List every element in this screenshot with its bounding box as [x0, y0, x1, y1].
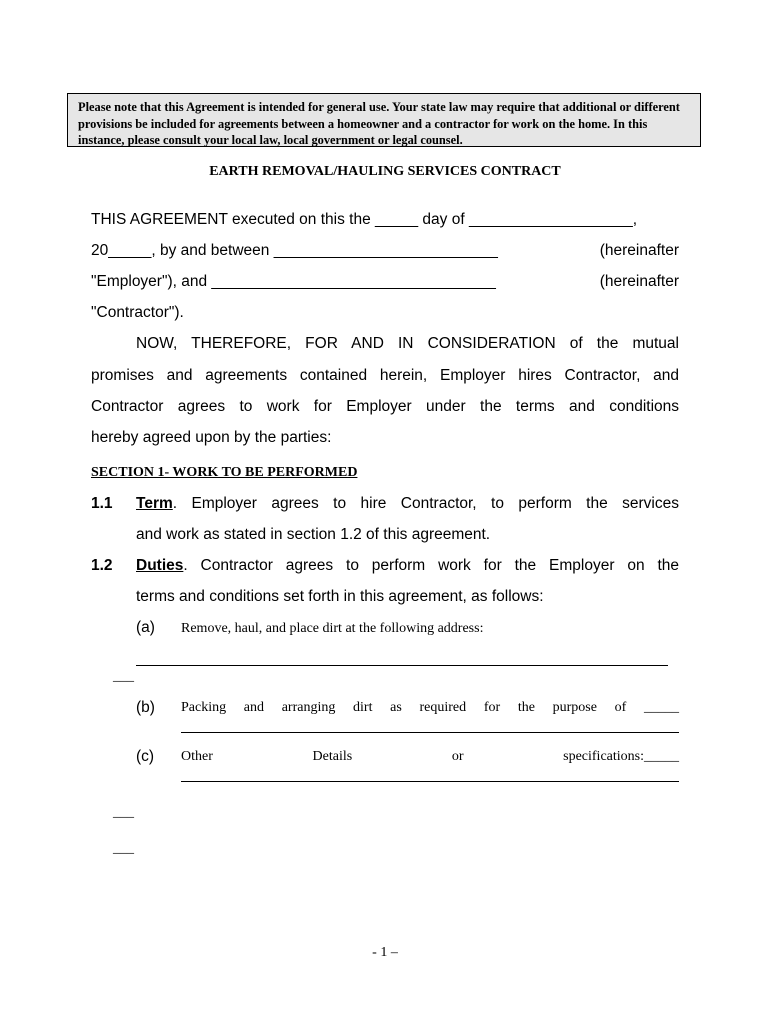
item-1-2-line-1 [136, 556, 679, 576]
opening-line-3 [91, 272, 679, 292]
duties-text: . Contractor agrees to perform work for the Employer on the [183, 557, 679, 574]
duty-c-text: Other Details or specifications:_____ [181, 749, 679, 764]
item-1-2-line-2: terms and conditions set forth in this agreement, as follows: [136, 588, 544, 605]
blank-line-1: ___ [113, 805, 134, 820]
employer-clause: 20_____, by and between __________________________ [91, 242, 498, 259]
hereinafter-contractor: (hereinafter [599, 273, 679, 290]
contractor-clause: "Employer"), and _________________________________ [91, 273, 496, 290]
opening-line-2 [91, 241, 679, 261]
blank-line-2: ___ [113, 841, 134, 856]
duty-b-letter: (b) [136, 699, 155, 716]
term-text: . Employer agrees to hire Contractor, to perform the services [172, 495, 679, 512]
duty-b-rule [181, 732, 679, 733]
general-use-notice [67, 93, 701, 147]
page-number: - 1 – [372, 945, 398, 960]
opening-line-1: THIS AGREEMENT executed on this the _____ day of ___________________, [91, 211, 638, 228]
duty-c-letter: (c) [136, 748, 155, 765]
duty-c-rule [181, 781, 679, 782]
duty-a-trailing-blank: ___ [113, 669, 134, 684]
duties-heading: Duties [136, 557, 184, 574]
item-1-1-number: 1.1 [91, 495, 113, 512]
consideration-line-2: promises and agreements contained herein, Employer hires Contractor, and [91, 367, 679, 384]
section-1-heading: SECTION 1- WORK TO BE PERFORMED [91, 465, 358, 480]
notice-text: Please note that this Agreement is intended for general use. Your state law may require that additional or different provisions be included for agreements between a homeowner and a contractor for work on the home. In this instance, please consult your local law, local government or legal counsel. [78, 100, 680, 147]
item-1-2-number: 1.2 [91, 557, 113, 574]
consideration-line-3: Contractor agrees to work for Employer under the terms and conditions [91, 398, 679, 415]
item-1-1-line-2: and work as stated in section 1.2 of this agreement. [136, 526, 491, 543]
contract-title: EARTH REMOVAL/HAULING SERVICES CONTRACT [209, 164, 561, 179]
duty-a-letter: (a) [136, 619, 155, 636]
term-heading: Term [136, 495, 173, 512]
consideration-line-4: hereby agreed upon by the parties: [91, 429, 332, 446]
duty-b-text: Packing and arranging dirt as required for the purpose of _____ [181, 700, 679, 715]
opening-line-4: "Contractor"). [91, 304, 184, 321]
duty-a-text: Remove, haul, and place dirt at the following address: [181, 621, 484, 636]
item-1-1-line-1 [136, 494, 679, 514]
consideration-line-1: NOW, THEREFORE, FOR AND IN CONSIDERATION of the mutual [136, 335, 679, 352]
duty-a-address-rule [136, 665, 668, 666]
hereinafter-employer: (hereinafter [599, 242, 679, 259]
